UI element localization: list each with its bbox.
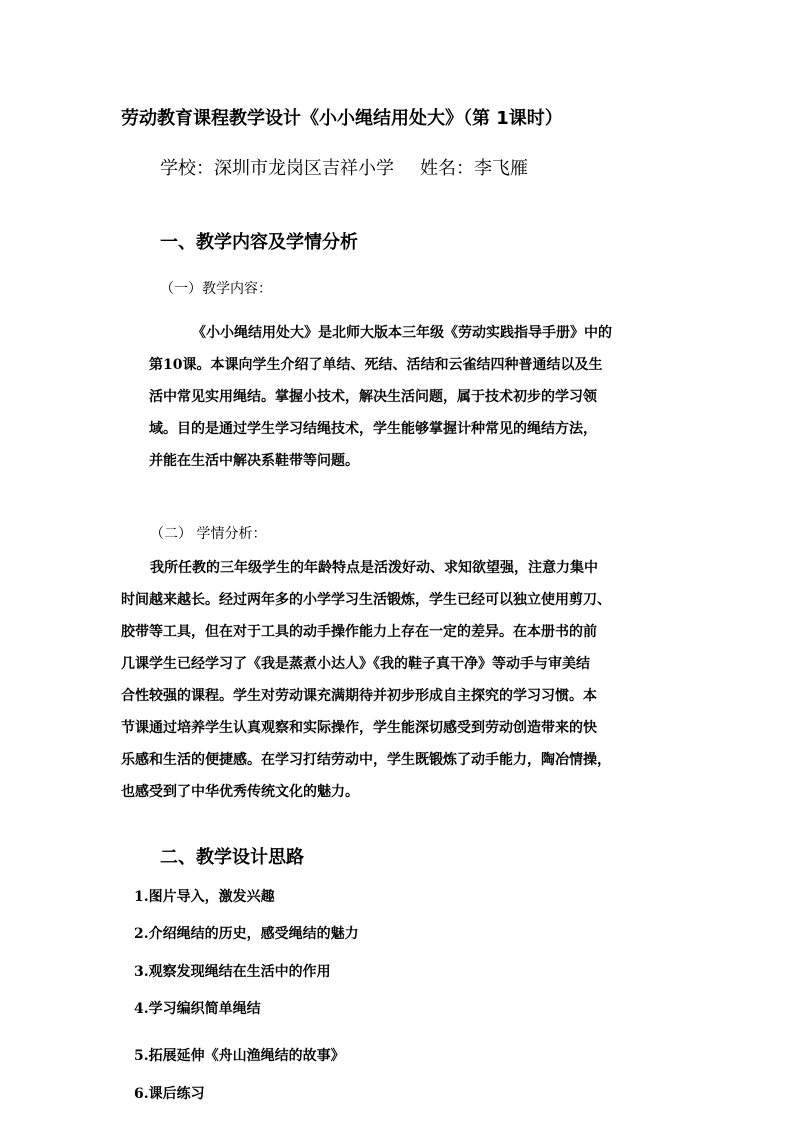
section1-heading: 一、教学内容及学情分析 xyxy=(160,232,358,253)
analysis-line-2: 时间越来越长。经过两年多的小学学习生活锻炼，学生已经可以独立使用剪刀、 xyxy=(121,592,611,608)
author-info xyxy=(160,154,528,180)
name-label: 姓名：李飞雁 xyxy=(420,158,528,179)
learner-analysis-heading: （二） 学情分析： xyxy=(150,526,267,542)
school-label: 学校：深圳市龙岗区吉祥小学 xyxy=(160,158,394,179)
analysis-line-5: 合性较强的课程。学生对劳动课充满期待并初步形成自主探究的学习习惯。本 xyxy=(121,688,597,704)
design-step-1: 1.图片导入，激发兴趣 xyxy=(134,889,275,905)
analysis-line-3: 胶带等工具，但在对于工具的动手操作能力上存在一定的差异。在本册书的前 xyxy=(121,624,597,640)
analysis-line-6: 节课通过培养学生认真观察和实际操作，学生能深切感受到劳动创造带来的快 xyxy=(121,720,597,736)
analysis-line-1: 我所任教的三年级学生的年龄特点是活泼好动、求知欲望强，注意力集中 xyxy=(150,560,598,576)
design-step-6: 6.课后练习 xyxy=(134,1086,205,1102)
section2-heading: 二、教学设计思路 xyxy=(160,847,304,868)
design-step-2: 2.介绍绳结的历史，感受绳结的魅力 xyxy=(134,926,359,942)
content-line-4: 域。目的是通过学生学习结绳技术，学生能够掌握计种常见的绳结方法， xyxy=(149,421,597,437)
teaching-content-heading: （一）教学内容： xyxy=(160,281,272,297)
content-line-1: 《小小绳结用处大》是北师大版本三年级《劳动实践指导手册》中的 xyxy=(192,325,612,341)
document-title: 劳动教育课程教学设计《小小绳结用处大》（第 1课时） xyxy=(121,108,563,129)
design-step-3: 3.观察发现绳结在生活中的作用 xyxy=(134,964,331,980)
analysis-line-7: 乐感和生活的便捷感。在学习打结劳动中，学生既锻炼了动手能力，陶冶情操， xyxy=(121,752,611,768)
content-line-3: 活中常见实用绳结。掌握小技术，解决生活问题，属于技术初步的学习领 xyxy=(149,389,597,405)
design-step-4: 4.学习编织简单绳结 xyxy=(134,1001,261,1017)
content-line-2: 第10课。本课向学生介绍了单结、死结、活结和云雀结四种普通结以及生 xyxy=(149,357,603,373)
content-line-5: 并能在生活中解决系鞋带等问题。 xyxy=(149,453,359,469)
analysis-line-8: 也感受到了中华优秀传统文化的魅力。 xyxy=(121,784,359,800)
analysis-line-4: 几课学生已经学习了《我是蒸煮小达人》《我的鞋子真干净》等动手与审美结 xyxy=(121,656,590,672)
design-step-5: 5.拓展延伸《舟山渔绳结的故事》 xyxy=(134,1048,345,1064)
